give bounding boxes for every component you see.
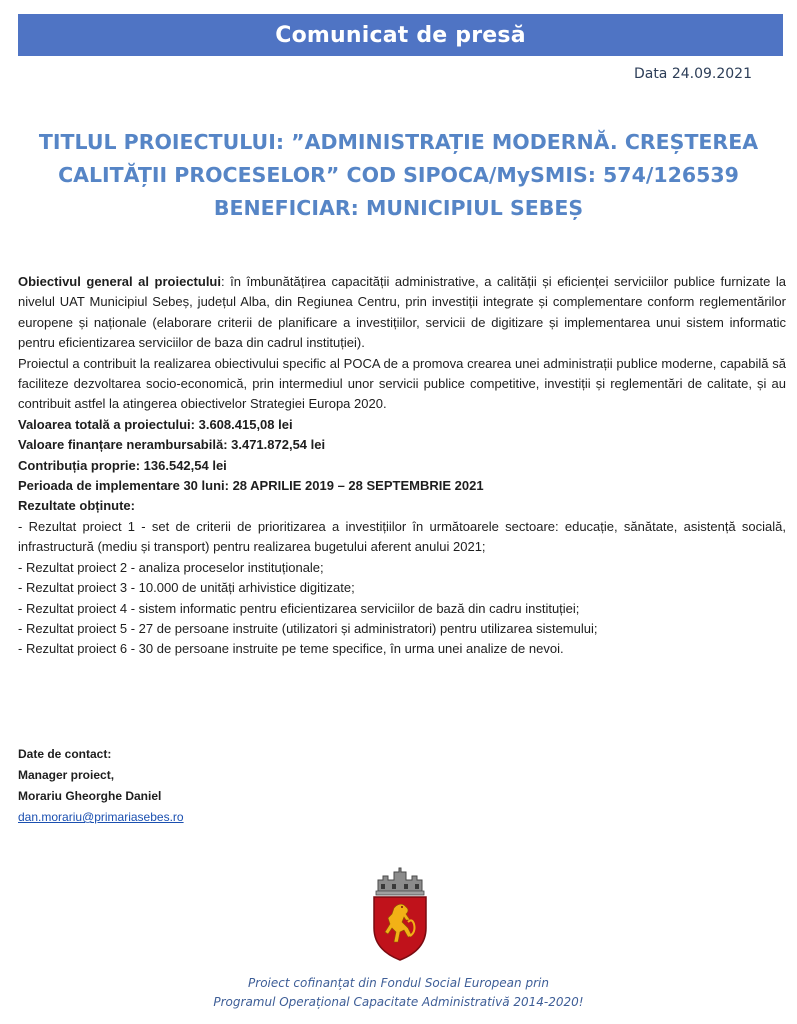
- title-line-3: BENEFICIAR: MUNICIPIUL SEBEȘ: [213, 196, 584, 220]
- sebes-coat-of-arms-icon: [368, 862, 432, 962]
- implementation-period: Perioada de implementare 30 luni: 28 APRILIE 2019 – 28 SEPTEMBRIE 2021: [18, 478, 484, 494]
- header-banner: [18, 14, 783, 56]
- contribution-paragraph: Proiectul a contribuit la realizarea obiectivului specific al POCA de a promova crearea unei administrații publice moderne, capabilă să faciliteze dezvoltarea socio-economică, prin intermediul unor servicii publice competitive, investiții și reglementări de calitate, și au contribuit astfel la atingerea obiectivelor Strategiei Europa 2020.: [18, 355, 786, 412]
- objective-paragraph: [18, 272, 786, 354]
- title-line-2: CALITĂȚII PROCESELOR” COD SIPOCA/MySMIS: 574/126539: [58, 163, 739, 187]
- title-line-1: TITLUL PROIECTULUI: ”ADMINISTRAȚIE MODERNĂ. CREȘTEREA: [38, 130, 759, 154]
- contact-heading: Date de contact:: [18, 747, 112, 761]
- results-heading: Rezultate obținute:: [18, 498, 135, 514]
- result-item: - Rezultat proiect 3 - 10.000 de unități arhivistice digitizate;: [18, 580, 355, 596]
- result-item: - Rezultat proiect 6 - 30 de persoane instruite pe teme specifice, în urma unei analize de nevoi.: [18, 641, 564, 657]
- result-item: - Rezultat proiect 5 - 27 de persoane instruite (utilizatori și administratori) pentru utilizarea sistemului;: [18, 620, 598, 636]
- footer-line-2: Programul Operațional Capacitate Administrativă 2014-2020!: [213, 995, 584, 1009]
- press-body: [18, 272, 786, 660]
- result-item: - Rezultat proiect 4 - sistem informatic pentru eficientizarea serviciilor de bază din cadru instituției;: [18, 600, 580, 616]
- contact-block: [18, 744, 184, 828]
- objective-label: Obiectivul general al proiectului: [18, 274, 221, 289]
- contact-email-link[interactable]: dan.morariu@primariasebes.ro: [18, 810, 184, 824]
- objective-text: : în îmbunătățirea capacității administrative, a calității și eficienței serviciilor publice furnizate la nivelul UAT Municipiul Sebeș, județul Alba, din Regiunea Centru, prin investiții integrate și complementare conform reglementărilor europene și naționale (elaborare criterii de planificare a investițiilor, servicii de digitizare și implementarea unui sistem informatic pentru eficientizarea serviciilor de baza din cadrul instituției).: [18, 274, 786, 351]
- own-contribution: Contribuția proprie: 136.542,54 lei: [18, 457, 227, 473]
- result-item: - Rezultat proiect 2 - analiza proceselor instituționale;: [18, 559, 324, 575]
- contact-role: Manager proiect,: [18, 768, 115, 782]
- total-value: Valoarea totală a proiectului: 3.608.415,08 lei: [18, 416, 293, 432]
- funding-footer: [0, 974, 797, 1012]
- banner-title: Comunicat de presă: [275, 22, 526, 48]
- result-item: - Rezultat proiect 1 - set de criterii de prioritizarea a investițiilor în următoarele sectoare: educație, sănătate, asistență socială, infrastructură (mediu și transport) pentru realizarea bugetului aferent anului 2021;: [18, 518, 786, 555]
- footer-line-1: Proiect cofinanțat din Fondul Social European prin: [248, 976, 549, 990]
- non-refundable-value: Valoare finanțare nerambursabilă: 3.471.872,54 lei: [18, 437, 326, 453]
- project-title: [20, 126, 777, 225]
- contact-name: Morariu Gheorghe Daniel: [18, 789, 162, 803]
- release-date: Data 24.09.2021: [633, 66, 752, 82]
